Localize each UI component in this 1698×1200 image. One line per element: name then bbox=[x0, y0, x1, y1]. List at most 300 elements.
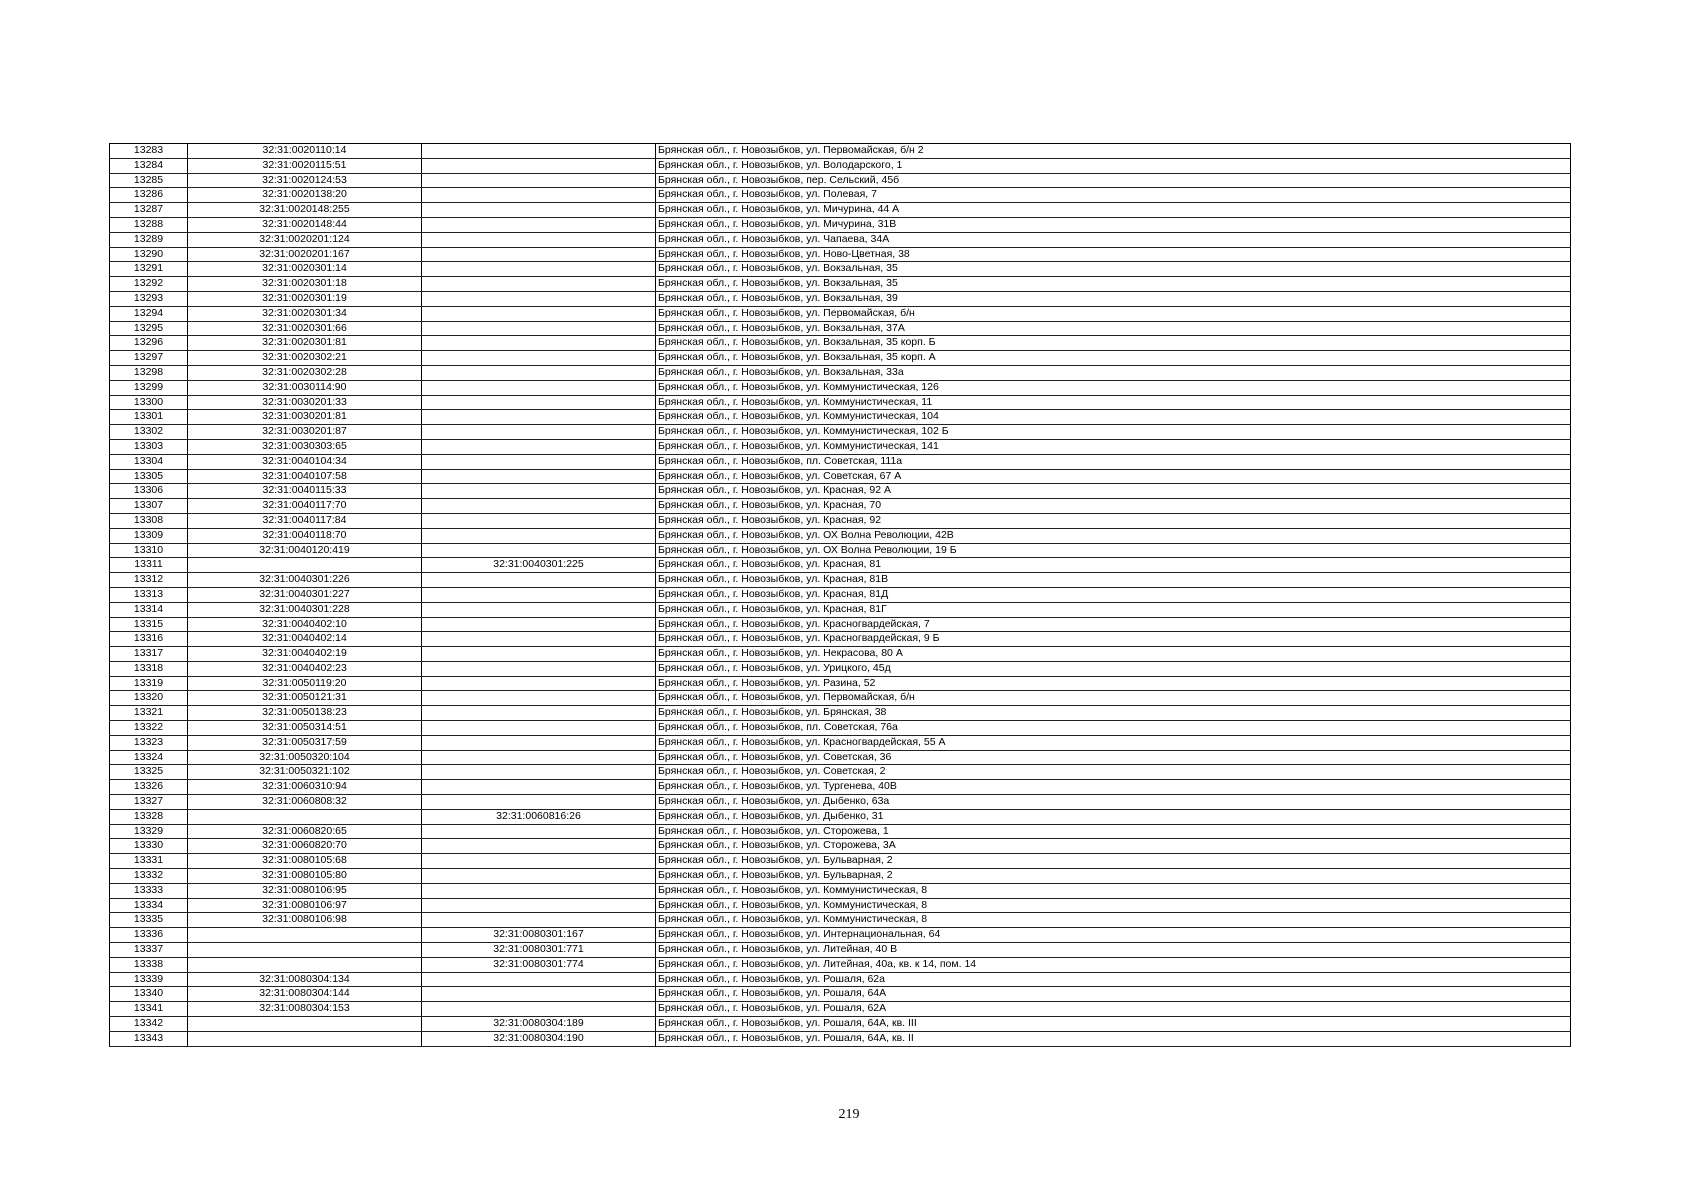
address-cell: Брянская обл., г. Новозыбков, ул. Вокзальная, 35 корп. Б bbox=[656, 336, 1571, 351]
address-cell: Брянская обл., г. Новозыбков, ул. Вокзальная, 39 bbox=[656, 291, 1571, 306]
address-cell: Брянская обл., г. Новозыбков, пл. Советская, 76а bbox=[656, 721, 1571, 736]
page-number: 219 bbox=[838, 1107, 860, 1122]
table-row bbox=[110, 410, 1571, 425]
address-cell: Брянская обл., г. Новозыбков, пер. Сельский, 45б bbox=[656, 173, 1571, 188]
row-number-cell: 13291 bbox=[110, 262, 188, 277]
address-cell: Брянская обл., г. Новозыбков, ул. Мичурина, 44 А bbox=[656, 203, 1571, 218]
row-number-cell: 13316 bbox=[110, 632, 188, 647]
row-number-cell: 13312 bbox=[110, 573, 188, 588]
table-row bbox=[110, 528, 1571, 543]
address-cell: Брянская обл., г. Новозыбков, ул. Дыбенко, 63а bbox=[656, 795, 1571, 810]
address-cell: Брянская обл., г. Новозыбков, ул. Коммунистическая, 8 bbox=[656, 883, 1571, 898]
table-row bbox=[110, 869, 1571, 884]
cadastral-number-cell: 32:31:0040117:84 bbox=[188, 513, 422, 528]
cadastral-number-alt-cell bbox=[422, 232, 656, 247]
cadastral-number-cell: 32:31:0060820:65 bbox=[188, 824, 422, 839]
table-row bbox=[110, 1031, 1571, 1046]
address-cell: Брянская обл., г. Новозыбков, ул. Вокзальная, 33а bbox=[656, 365, 1571, 380]
row-number-cell: 13308 bbox=[110, 513, 188, 528]
cadastral-number-cell: 32:31:0040118:70 bbox=[188, 528, 422, 543]
row-number-cell: 13284 bbox=[110, 158, 188, 173]
cadastral-number-alt-cell bbox=[422, 987, 656, 1002]
row-number-cell: 13283 bbox=[110, 144, 188, 159]
row-number-cell: 13295 bbox=[110, 321, 188, 336]
cadastral-number-cell: 32:31:0040104:34 bbox=[188, 454, 422, 469]
address-cell: Брянская обл., г. Новозыбков, ул. Володарского, 1 bbox=[656, 158, 1571, 173]
cadastral-number-alt-cell bbox=[422, 173, 656, 188]
row-number-cell: 13336 bbox=[110, 928, 188, 943]
address-cell: Брянская обл., г. Новозыбков, ул. Мичурина, 31В bbox=[656, 217, 1571, 232]
table-row bbox=[110, 795, 1571, 810]
cadastral-number-alt-cell bbox=[422, 1002, 656, 1017]
cadastral-number-cell: 32:31:0050314:51 bbox=[188, 721, 422, 736]
address-cell: Брянская обл., г. Новозыбков, ул. Коммунистическая, 102 Б bbox=[656, 425, 1571, 440]
row-number-cell: 13322 bbox=[110, 721, 188, 736]
cadastral-number-cell: 32:31:0020148:44 bbox=[188, 217, 422, 232]
cadastral-number-alt-cell bbox=[422, 484, 656, 499]
cadastral-number-alt-cell bbox=[422, 513, 656, 528]
table-row bbox=[110, 632, 1571, 647]
row-number-cell: 13339 bbox=[110, 972, 188, 987]
address-cell: Брянская обл., г. Новозыбков, ул. Бульварная, 2 bbox=[656, 854, 1571, 869]
table-row bbox=[110, 232, 1571, 247]
row-number-cell: 13329 bbox=[110, 824, 188, 839]
cadastral-number-cell: 32:31:0050138:23 bbox=[188, 706, 422, 721]
cadastral-number-cell: 32:31:0020110:14 bbox=[188, 144, 422, 159]
cadastral-number-cell: 32:31:0040402:10 bbox=[188, 617, 422, 632]
row-number-cell: 13286 bbox=[110, 188, 188, 203]
table-row bbox=[110, 439, 1571, 454]
address-cell: Брянская обл., г. Новозыбков, ул. Рошаля, 64А, кв. II bbox=[656, 1031, 1571, 1046]
row-number-cell: 13310 bbox=[110, 543, 188, 558]
cadastral-number-alt-cell: 32:31:0060816:26 bbox=[422, 809, 656, 824]
cadastral-number-alt-cell bbox=[422, 617, 656, 632]
table-row bbox=[110, 262, 1571, 277]
cadastral-number-alt-cell bbox=[422, 306, 656, 321]
table-row bbox=[110, 158, 1571, 173]
row-number-cell: 13333 bbox=[110, 883, 188, 898]
cadastral-number-alt-cell bbox=[422, 972, 656, 987]
address-cell: Брянская обл., г. Новозыбков, ул. Вокзальная, 37А bbox=[656, 321, 1571, 336]
row-number-cell: 13290 bbox=[110, 247, 188, 262]
row-number-cell: 13326 bbox=[110, 780, 188, 795]
row-number-cell: 13324 bbox=[110, 750, 188, 765]
cadastral-number-cell bbox=[188, 1031, 422, 1046]
cadastral-number-cell: 32:31:0080105:80 bbox=[188, 869, 422, 884]
table-row bbox=[110, 1017, 1571, 1032]
cadastral-number-cell: 32:31:0050320:104 bbox=[188, 750, 422, 765]
cadastral-number-cell: 32:31:0060310:94 bbox=[188, 780, 422, 795]
address-cell: Брянская обл., г. Новозыбков, ул. Интернациональная, 64 bbox=[656, 928, 1571, 943]
row-number-cell: 13340 bbox=[110, 987, 188, 1002]
cadastral-number-alt-cell bbox=[422, 691, 656, 706]
row-number-cell: 13317 bbox=[110, 647, 188, 662]
row-number-cell: 13306 bbox=[110, 484, 188, 499]
table-row bbox=[110, 484, 1571, 499]
table-row bbox=[110, 217, 1571, 232]
cadastral-number-alt-cell bbox=[422, 247, 656, 262]
address-cell: Брянская обл., г. Новозыбков, ул. Коммунистическая, 104 bbox=[656, 410, 1571, 425]
cadastral-number-alt-cell bbox=[422, 395, 656, 410]
table-row bbox=[110, 957, 1571, 972]
address-cell: Брянская обл., г. Новозыбков, ул. Дыбенко, 31 bbox=[656, 809, 1571, 824]
cadastral-number-cell: 32:31:0030201:33 bbox=[188, 395, 422, 410]
cadastral-number-cell: 32:31:0030201:87 bbox=[188, 425, 422, 440]
address-cell: Брянская обл., г. Новозыбков, ул. Первомайская, б/н 2 bbox=[656, 144, 1571, 159]
row-number-cell: 13285 bbox=[110, 173, 188, 188]
table-row bbox=[110, 972, 1571, 987]
address-cell: Брянская обл., г. Новозыбков, ул. Литейная, 40а, кв. к 14, пом. 14 bbox=[656, 957, 1571, 972]
cadastral-number-cell: 32:31:0020301:14 bbox=[188, 262, 422, 277]
row-number-cell: 13334 bbox=[110, 898, 188, 913]
address-cell: Брянская обл., г. Новозыбков, ул. Вокзальная, 35 bbox=[656, 262, 1571, 277]
table-row bbox=[110, 706, 1571, 721]
row-number-cell: 13328 bbox=[110, 809, 188, 824]
cadastral-number-alt-cell bbox=[422, 839, 656, 854]
cadastral-number-cell: 32:31:0050317:59 bbox=[188, 735, 422, 750]
row-number-cell: 13335 bbox=[110, 913, 188, 928]
cadastral-number-alt-cell bbox=[422, 499, 656, 514]
address-cell: Брянская обл., г. Новозыбков, ул. Бульварная, 2 bbox=[656, 869, 1571, 884]
address-cell: Брянская обл., г. Новозыбков, ул. Чапаева, 34А bbox=[656, 232, 1571, 247]
table-row bbox=[110, 380, 1571, 395]
address-cell: Брянская обл., г. Новозыбков, ул. Красная, 81Д bbox=[656, 587, 1571, 602]
row-number-cell: 13337 bbox=[110, 943, 188, 958]
cadastral-number-cell: 32:31:0060808:32 bbox=[188, 795, 422, 810]
row-number-cell: 13331 bbox=[110, 854, 188, 869]
row-number-cell: 13318 bbox=[110, 661, 188, 676]
cadastral-number-cell: 32:31:0040120:419 bbox=[188, 543, 422, 558]
cadastral-number-cell: 32:31:0050121:31 bbox=[188, 691, 422, 706]
cadastral-number-alt-cell bbox=[422, 587, 656, 602]
cadastral-number-cell: 32:31:0080106:97 bbox=[188, 898, 422, 913]
table-row bbox=[110, 291, 1571, 306]
cadastral-number-cell: 32:31:0020301:19 bbox=[188, 291, 422, 306]
address-cell: Брянская обл., г. Новозыбков, ул. Первомайская, б/н bbox=[656, 691, 1571, 706]
table-row bbox=[110, 824, 1571, 839]
table-row bbox=[110, 898, 1571, 913]
cadastral-number-alt-cell bbox=[422, 321, 656, 336]
cadastral-number-alt-cell bbox=[422, 735, 656, 750]
table-row bbox=[110, 306, 1571, 321]
row-number-cell: 13330 bbox=[110, 839, 188, 854]
cadastral-number-alt-cell bbox=[422, 262, 656, 277]
cadastral-number-alt-cell bbox=[422, 144, 656, 159]
cadastral-number-cell: 32:31:0080304:134 bbox=[188, 972, 422, 987]
table-row bbox=[110, 617, 1571, 632]
row-number-cell: 13288 bbox=[110, 217, 188, 232]
cadastral-number-alt-cell bbox=[422, 913, 656, 928]
row-number-cell: 13299 bbox=[110, 380, 188, 395]
row-number-cell: 13303 bbox=[110, 439, 188, 454]
cadastral-number-alt-cell bbox=[422, 602, 656, 617]
cadastral-number-cell: 32:31:0030201:81 bbox=[188, 410, 422, 425]
table-row bbox=[110, 928, 1571, 943]
table-row bbox=[110, 469, 1571, 484]
cadastral-number-alt-cell bbox=[422, 217, 656, 232]
table-row bbox=[110, 854, 1571, 869]
row-number-cell: 13323 bbox=[110, 735, 188, 750]
cadastral-number-alt-cell bbox=[422, 721, 656, 736]
address-cell: Брянская обл., г. Новозыбков, ул. Разина, 52 bbox=[656, 676, 1571, 691]
table-row bbox=[110, 1002, 1571, 1017]
row-number-cell: 13320 bbox=[110, 691, 188, 706]
table-row bbox=[110, 647, 1571, 662]
cadastral-number-alt-cell bbox=[422, 528, 656, 543]
cadastral-number-cell: 32:31:0020124:53 bbox=[188, 173, 422, 188]
table-row bbox=[110, 513, 1571, 528]
cadastral-number-alt-cell bbox=[422, 795, 656, 810]
row-number-cell: 13321 bbox=[110, 706, 188, 721]
address-cell: Брянская обл., г. Новозыбков, ул. Рошаля, 64А bbox=[656, 987, 1571, 1002]
table-row bbox=[110, 558, 1571, 573]
address-cell: Брянская обл., г. Новозыбков, ул. Коммунистическая, 126 bbox=[656, 380, 1571, 395]
table-row bbox=[110, 587, 1571, 602]
table-row bbox=[110, 943, 1571, 958]
cadastral-number-cell: 32:31:0080304:153 bbox=[188, 1002, 422, 1017]
cadastral-number-cell: 32:31:0050321:102 bbox=[188, 765, 422, 780]
cadastral-number-alt-cell bbox=[422, 780, 656, 795]
cadastral-number-cell bbox=[188, 957, 422, 972]
row-number-cell: 13304 bbox=[110, 454, 188, 469]
address-cell: Брянская обл., г. Новозыбков, ул. Рошаля, 62а bbox=[656, 972, 1571, 987]
table-row bbox=[110, 765, 1571, 780]
address-cell: Брянская обл., г. Новозыбков, ул. Коммунистическая, 8 bbox=[656, 913, 1571, 928]
cadastral-number-cell: 32:31:0020148:255 bbox=[188, 203, 422, 218]
address-cell: Брянская обл., г. Новозыбков, ул. Урицкого, 45д bbox=[656, 661, 1571, 676]
cadastral-number-alt-cell bbox=[422, 706, 656, 721]
cadastral-number-alt-cell: 32:31:0080304:189 bbox=[422, 1017, 656, 1032]
address-cell: Брянская обл., г. Новозыбков, ул. Ново-Цветная, 38 bbox=[656, 247, 1571, 262]
address-cell: Брянская обл., г. Новозыбков, ул. Вокзальная, 35 bbox=[656, 277, 1571, 292]
address-cell: Брянская обл., г. Новозыбков, ул. Коммунистическая, 8 bbox=[656, 898, 1571, 913]
row-number-cell: 13305 bbox=[110, 469, 188, 484]
address-cell: Брянская обл., г. Новозыбков, ул. Красная, 70 bbox=[656, 499, 1571, 514]
cadastral-number-alt-cell bbox=[422, 351, 656, 366]
cadastral-number-alt-cell: 32:31:0080301:167 bbox=[422, 928, 656, 943]
table-row bbox=[110, 247, 1571, 262]
registry-table bbox=[109, 143, 1571, 1047]
table-row bbox=[110, 883, 1571, 898]
table-row bbox=[110, 351, 1571, 366]
row-number-cell: 13341 bbox=[110, 1002, 188, 1017]
table-row bbox=[110, 721, 1571, 736]
cadastral-number-alt-cell bbox=[422, 632, 656, 647]
row-number-cell: 13302 bbox=[110, 425, 188, 440]
table-row bbox=[110, 277, 1571, 292]
cadastral-number-cell bbox=[188, 943, 422, 958]
cadastral-number-alt-cell bbox=[422, 291, 656, 306]
table-row bbox=[110, 661, 1571, 676]
row-number-cell: 13325 bbox=[110, 765, 188, 780]
table-row bbox=[110, 188, 1571, 203]
cadastral-number-alt-cell bbox=[422, 365, 656, 380]
cadastral-number-alt-cell: 32:31:0080301:771 bbox=[422, 943, 656, 958]
cadastral-number-cell: 32:31:0020301:66 bbox=[188, 321, 422, 336]
table-row bbox=[110, 780, 1571, 795]
cadastral-number-alt-cell bbox=[422, 439, 656, 454]
cadastral-number-cell: 32:31:0050119:20 bbox=[188, 676, 422, 691]
cadastral-number-cell: 32:31:0080105:68 bbox=[188, 854, 422, 869]
cadastral-number-cell: 32:31:0030303:65 bbox=[188, 439, 422, 454]
cadastral-number-cell: 32:31:0020301:34 bbox=[188, 306, 422, 321]
address-cell: Брянская обл., г. Новозыбков, ул. ОХ Волна Революции, 19 Б bbox=[656, 543, 1571, 558]
row-number-cell: 13298 bbox=[110, 365, 188, 380]
cadastral-number-alt-cell bbox=[422, 158, 656, 173]
cadastral-number-alt-cell bbox=[422, 469, 656, 484]
row-number-cell: 13301 bbox=[110, 410, 188, 425]
table-row bbox=[110, 365, 1571, 380]
address-cell: Брянская обл., г. Новозыбков, ул. Советская, 67 А bbox=[656, 469, 1571, 484]
row-number-cell: 13292 bbox=[110, 277, 188, 292]
cadastral-number-alt-cell bbox=[422, 869, 656, 884]
row-number-cell: 13332 bbox=[110, 869, 188, 884]
table-row bbox=[110, 735, 1571, 750]
cadastral-number-cell: 32:31:0040402:19 bbox=[188, 647, 422, 662]
cadastral-number-alt-cell bbox=[422, 410, 656, 425]
table-row bbox=[110, 336, 1571, 351]
cadastral-number-cell: 32:31:0030114:90 bbox=[188, 380, 422, 395]
row-number-cell: 13294 bbox=[110, 306, 188, 321]
address-cell: Брянская обл., г. Новозыбков, пл. Советская, 111а bbox=[656, 454, 1571, 469]
address-cell: Брянская обл., г. Новозыбков, ул. Красногвардейская, 55 А bbox=[656, 735, 1571, 750]
table-row bbox=[110, 676, 1571, 691]
cadastral-number-cell bbox=[188, 1017, 422, 1032]
address-cell: Брянская обл., г. Новозыбков, ул. Рошаля, 62А bbox=[656, 1002, 1571, 1017]
cadastral-number-alt-cell: 32:31:0080304:190 bbox=[422, 1031, 656, 1046]
row-number-cell: 13296 bbox=[110, 336, 188, 351]
cadastral-number-cell: 32:31:0080106:98 bbox=[188, 913, 422, 928]
table-row bbox=[110, 809, 1571, 824]
table-row bbox=[110, 499, 1571, 514]
registry-body bbox=[110, 144, 1571, 1047]
cadastral-number-alt-cell bbox=[422, 898, 656, 913]
cadastral-number-cell: 32:31:0040301:227 bbox=[188, 587, 422, 602]
address-cell: Брянская обл., г. Новозыбков, ул. ОХ Волна Революции, 42В bbox=[656, 528, 1571, 543]
cadastral-number-cell: 32:31:0020201:124 bbox=[188, 232, 422, 247]
table-row bbox=[110, 987, 1571, 1002]
table-row bbox=[110, 144, 1571, 159]
table-row bbox=[110, 454, 1571, 469]
address-cell: Брянская обл., г. Новозыбков, ул. Коммунистическая, 141 bbox=[656, 439, 1571, 454]
row-number-cell: 13287 bbox=[110, 203, 188, 218]
cadastral-number-cell: 32:31:0040301:226 bbox=[188, 573, 422, 588]
address-cell: Брянская обл., г. Новозыбков, ул. Красная, 81Г bbox=[656, 602, 1571, 617]
cadastral-number-cell: 32:31:0020138:20 bbox=[188, 188, 422, 203]
table-row bbox=[110, 839, 1571, 854]
row-number-cell: 13327 bbox=[110, 795, 188, 810]
cadastral-number-alt-cell bbox=[422, 573, 656, 588]
row-number-cell: 13311 bbox=[110, 558, 188, 573]
address-cell: Брянская обл., г. Новозыбков, ул. Красная, 81 bbox=[656, 558, 1571, 573]
address-cell: Брянская обл., г. Новозыбков, ул. Красная, 92 bbox=[656, 513, 1571, 528]
cadastral-number-alt-cell bbox=[422, 425, 656, 440]
row-number-cell: 13314 bbox=[110, 602, 188, 617]
cadastral-number-cell: 32:31:0060820:70 bbox=[188, 839, 422, 854]
cadastral-number-cell: 32:31:0040117:70 bbox=[188, 499, 422, 514]
cadastral-number-alt-cell bbox=[422, 380, 656, 395]
cadastral-number-cell: 32:31:0020301:81 bbox=[188, 336, 422, 351]
cadastral-number-cell bbox=[188, 558, 422, 573]
address-cell: Брянская обл., г. Новозыбков, ул. Сторожева, 1 bbox=[656, 824, 1571, 839]
address-cell: Брянская обл., г. Новозыбков, ул. Красная, 92 А bbox=[656, 484, 1571, 499]
row-number-cell: 13309 bbox=[110, 528, 188, 543]
cadastral-number-cell: 32:31:0080304:144 bbox=[188, 987, 422, 1002]
cadastral-number-cell: 32:31:0040301:228 bbox=[188, 602, 422, 617]
cadastral-number-cell: 32:31:0040115:33 bbox=[188, 484, 422, 499]
address-cell: Брянская обл., г. Новозыбков, ул. Сторожева, 3А bbox=[656, 839, 1571, 854]
table-row bbox=[110, 913, 1571, 928]
cadastral-number-alt-cell bbox=[422, 883, 656, 898]
cadastral-number-cell: 32:31:0040402:23 bbox=[188, 661, 422, 676]
row-number-cell: 13293 bbox=[110, 291, 188, 306]
address-cell: Брянская обл., г. Новозыбков, ул. Тургенева, 40В bbox=[656, 780, 1571, 795]
cadastral-number-alt-cell bbox=[422, 854, 656, 869]
cadastral-number-alt-cell bbox=[422, 543, 656, 558]
table-row bbox=[110, 395, 1571, 410]
table-row bbox=[110, 321, 1571, 336]
row-number-cell: 13338 bbox=[110, 957, 188, 972]
address-cell: Брянская обл., г. Новозыбков, ул. Литейная, 40 В bbox=[656, 943, 1571, 958]
cadastral-number-alt-cell: 32:31:0080301:774 bbox=[422, 957, 656, 972]
cadastral-number-cell: 32:31:0040402:14 bbox=[188, 632, 422, 647]
address-cell: Брянская обл., г. Новозыбков, ул. Первомайская, б/н bbox=[656, 306, 1571, 321]
cadastral-number-cell: 32:31:0020201:167 bbox=[188, 247, 422, 262]
cadastral-number-alt-cell bbox=[422, 188, 656, 203]
address-cell: Брянская обл., г. Новозыбков, ул. Вокзальная, 35 корп. А bbox=[656, 351, 1571, 366]
cadastral-number-alt-cell bbox=[422, 824, 656, 839]
address-cell: Брянская обл., г. Новозыбков, ул. Советская, 2 bbox=[656, 765, 1571, 780]
cadastral-number-cell: 32:31:0040107:58 bbox=[188, 469, 422, 484]
row-number-cell: 13342 bbox=[110, 1017, 188, 1032]
row-number-cell: 13300 bbox=[110, 395, 188, 410]
cadastral-number-alt-cell bbox=[422, 203, 656, 218]
cadastral-number-alt-cell bbox=[422, 765, 656, 780]
address-cell: Брянская обл., г. Новозыбков, ул. Красная, 81В bbox=[656, 573, 1571, 588]
row-number-cell: 13307 bbox=[110, 499, 188, 514]
table-row bbox=[110, 203, 1571, 218]
cadastral-number-alt-cell bbox=[422, 661, 656, 676]
row-number-cell: 13343 bbox=[110, 1031, 188, 1046]
address-cell: Брянская обл., г. Новозыбков, ул. Красногвардейская, 9 Б bbox=[656, 632, 1571, 647]
address-cell: Брянская обл., г. Новозыбков, ул. Брянская, 38 bbox=[656, 706, 1571, 721]
row-number-cell: 13315 bbox=[110, 617, 188, 632]
table-row bbox=[110, 173, 1571, 188]
row-number-cell: 13297 bbox=[110, 351, 188, 366]
cadastral-number-cell bbox=[188, 928, 422, 943]
table-row bbox=[110, 573, 1571, 588]
cadastral-number-cell: 32:31:0020302:28 bbox=[188, 365, 422, 380]
table-row bbox=[110, 691, 1571, 706]
cadastral-number-alt-cell bbox=[422, 454, 656, 469]
row-number-cell: 13313 bbox=[110, 587, 188, 602]
cadastral-number-cell: 32:31:0020301:18 bbox=[188, 277, 422, 292]
address-cell: Брянская обл., г. Новозыбков, ул. Коммунистическая, 11 bbox=[656, 395, 1571, 410]
table-row bbox=[110, 602, 1571, 617]
cadastral-number-cell: 32:31:0020115:51 bbox=[188, 158, 422, 173]
cadastral-number-alt-cell bbox=[422, 336, 656, 351]
cadastral-number-alt-cell bbox=[422, 750, 656, 765]
address-cell: Брянская обл., г. Новозыбков, ул. Советская, 36 bbox=[656, 750, 1571, 765]
address-cell: Брянская обл., г. Новозыбков, ул. Некрасова, 80 А bbox=[656, 647, 1571, 662]
address-cell: Брянская обл., г. Новозыбков, ул. Красногвардейская, 7 bbox=[656, 617, 1571, 632]
address-cell: Брянская обл., г. Новозыбков, ул. Полевая, 7 bbox=[656, 188, 1571, 203]
cadastral-number-cell: 32:31:0080106:95 bbox=[188, 883, 422, 898]
cadastral-number-alt-cell bbox=[422, 277, 656, 292]
row-number-cell: 13319 bbox=[110, 676, 188, 691]
cadastral-number-alt-cell bbox=[422, 647, 656, 662]
table-row bbox=[110, 750, 1571, 765]
